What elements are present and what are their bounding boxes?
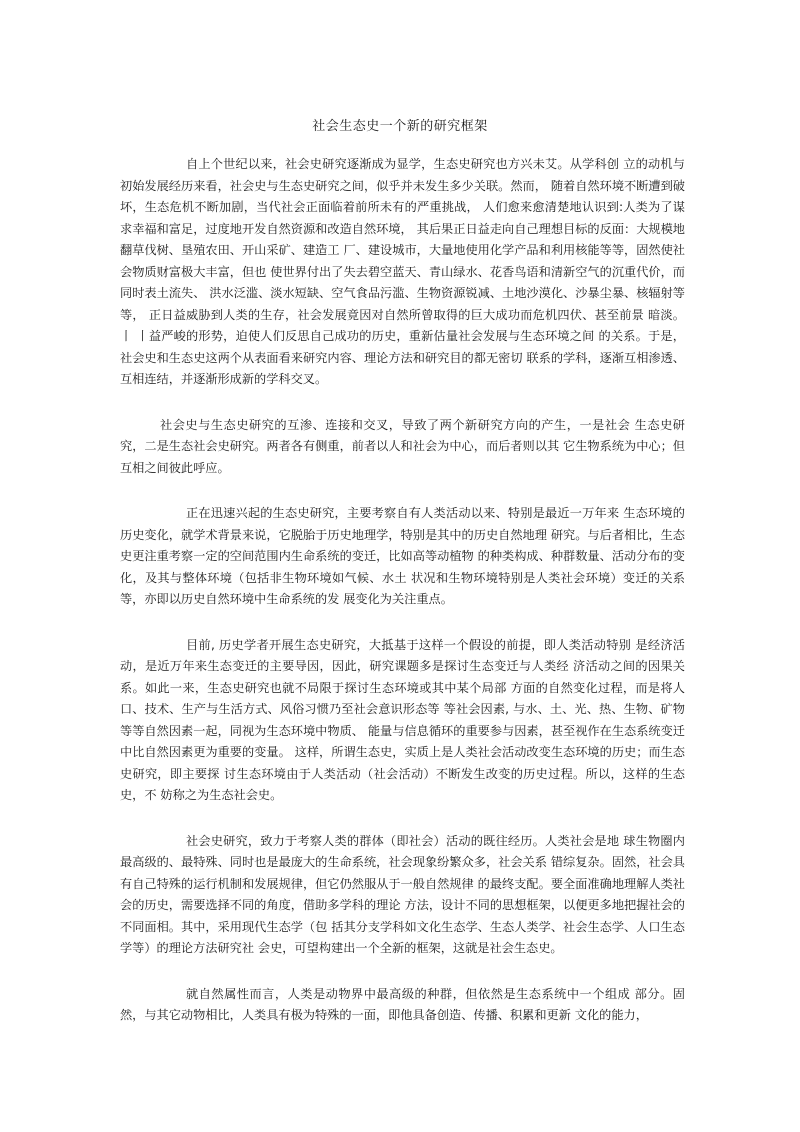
- document-title: 社会生态史一个新的研究框架: [312, 119, 488, 134]
- paragraph-4: 目前, 历史学者开展生态史研究，大抵基于这样一个假设的前提，即人类活动特别 是经济活动，是近万年来生态变迁的主要导因，因此，研究课题多是探讨生态变迁与人类经 济活动之间的因果关系。如此一来，生态史研究也就不局限于探讨生态环境或其中某个局部 方面的自然变化过程，而是将人口、技术、生产与生活方式、风俗习惯乃至社会意识形态等 等社会因素, 与水、土、光、热、生物、矿物等等自然因素一起，同视为生态环境中物质、 能量与信息循环的重要参与因素，甚至视作在生态系统变迁中比自然因素更为重要的变量。 这样，所谓生态史，实质上是人类社会活动改变生态环境的历史；而生态史研究，即主要探 讨生态环境由于人类活动（社会活动）不断发生改变的历史过程。所以，这样的生态史，不 妨称之为生态社会史。: [120, 637, 685, 802]
- paragraph-3: 正在迅速兴起的生态史研究，主要考察自有人类活动以来、特别是最近一万年来 生态环境的历史变化，就学术背景来说，它脱胎于历史地理学，特别是其中的历史自然地理 研究。与后者相比，生态史更注重考察一定的空间范围内生命系统的变迁，比如高等动植物 的种类构成、种群数量、活动分布的变化，及其与整体环境（包括非生物环境如气候、水土 状况和生物环境特别是人类社会环境）变迁的关系等，亦即以历史自然环境中生命系统的发 展变化为关注重点。: [120, 506, 685, 606]
- paragraph-5: 社会史研究，致力于考察人类的群体（即社会）活动的既往经历。人类社会是地 球生物圈内最高级的、最特殊、同时也是最庞大的生命系统，社会现象纷繁众多，社会关系 错综复杂。固然，社会具有自己特殊的运行机制和发展规律，但它仍然服从于一般自然规律 的最终支配。要全面准确地理解人类社会的历史，需要选择不同的角度，借助多学科的理论 方法，设计不同的思想框架，以便更多地把握社会的不同面相。其中，采用现代生态学（包 括其分支学科如文化生态学、生态人类学、社会生态学、人口生态学等）的理论方法研究社 会史，可望构建出一个全新的框架，这就是社会生态史。: [120, 833, 685, 955]
- paragraph-1: 自上个世纪以来，社会史研究逐渐成为显学，生态史研究也方兴未艾。从学科创 立的动机与初始发展经历来看，社会史与生态史研究之间，似乎并未发生多少关联。然而， 随着自然环境不断遭到破坏，生态危机不断加剧，当代社会正面临着前所未有的严重挑战， 人们愈来愈清楚地认识到:人类为了谋求幸福和富足，过度地开发自然资源和改造自然环境， 其后果正日益走向自己理想目标的反面：大规模地翻草伐树、垦殖农田、开山采矿、建造工 厂、建设城市，大量地使用化学产品和利用核能等等，固然使社会物质财富极大丰富，但也 使世界付出了失去碧空蓝天、青山绿水、花香鸟语和清新空气的沉重代价，而同时表土流失、 洪水泛滥、淡水短缺、空气食品污滥、生物资源锐减、土地沙漠化、沙暴尘暴、核辐射等等， 正日益威胁到人类的生存，社会发展竟因对自然所曾取得的巨大成功而危机四伏、甚至前景 暗淡。丨 丨益严峻的形势，迫使人们反思自己成功的历史，重新估量社会发展与生态环境之间 的关系。于是，社会史和生态史这两个从表面看来研究内容、理论方法和研究目的都无密切 联系的学科，逐渐互相渗透、互相连结，并逐渐形成新的学科交叉。: [120, 157, 685, 386]
- paragraph-6: 就自然属性而言，人类是动物界中最高级的种群，但依然是生态系统中一个组成 部分。固然，与其它动物相比，人类具有极为特殊的一面，即他具备创造、传播、积累和更新 文化的能力，: [120, 986, 685, 1022]
- document-body: [120, 154, 685, 1027]
- paragraph-2: 社会史与生态史研究的互渗、连接和交叉，导致了两个新研究方向的产生，一是社会 生态史研究，二是生态社会史研究。两者各有侧重，前者以人和社会为中心，而后者则以其 它生物系统为中心；但互相之间彼此呼应。: [120, 417, 685, 475]
